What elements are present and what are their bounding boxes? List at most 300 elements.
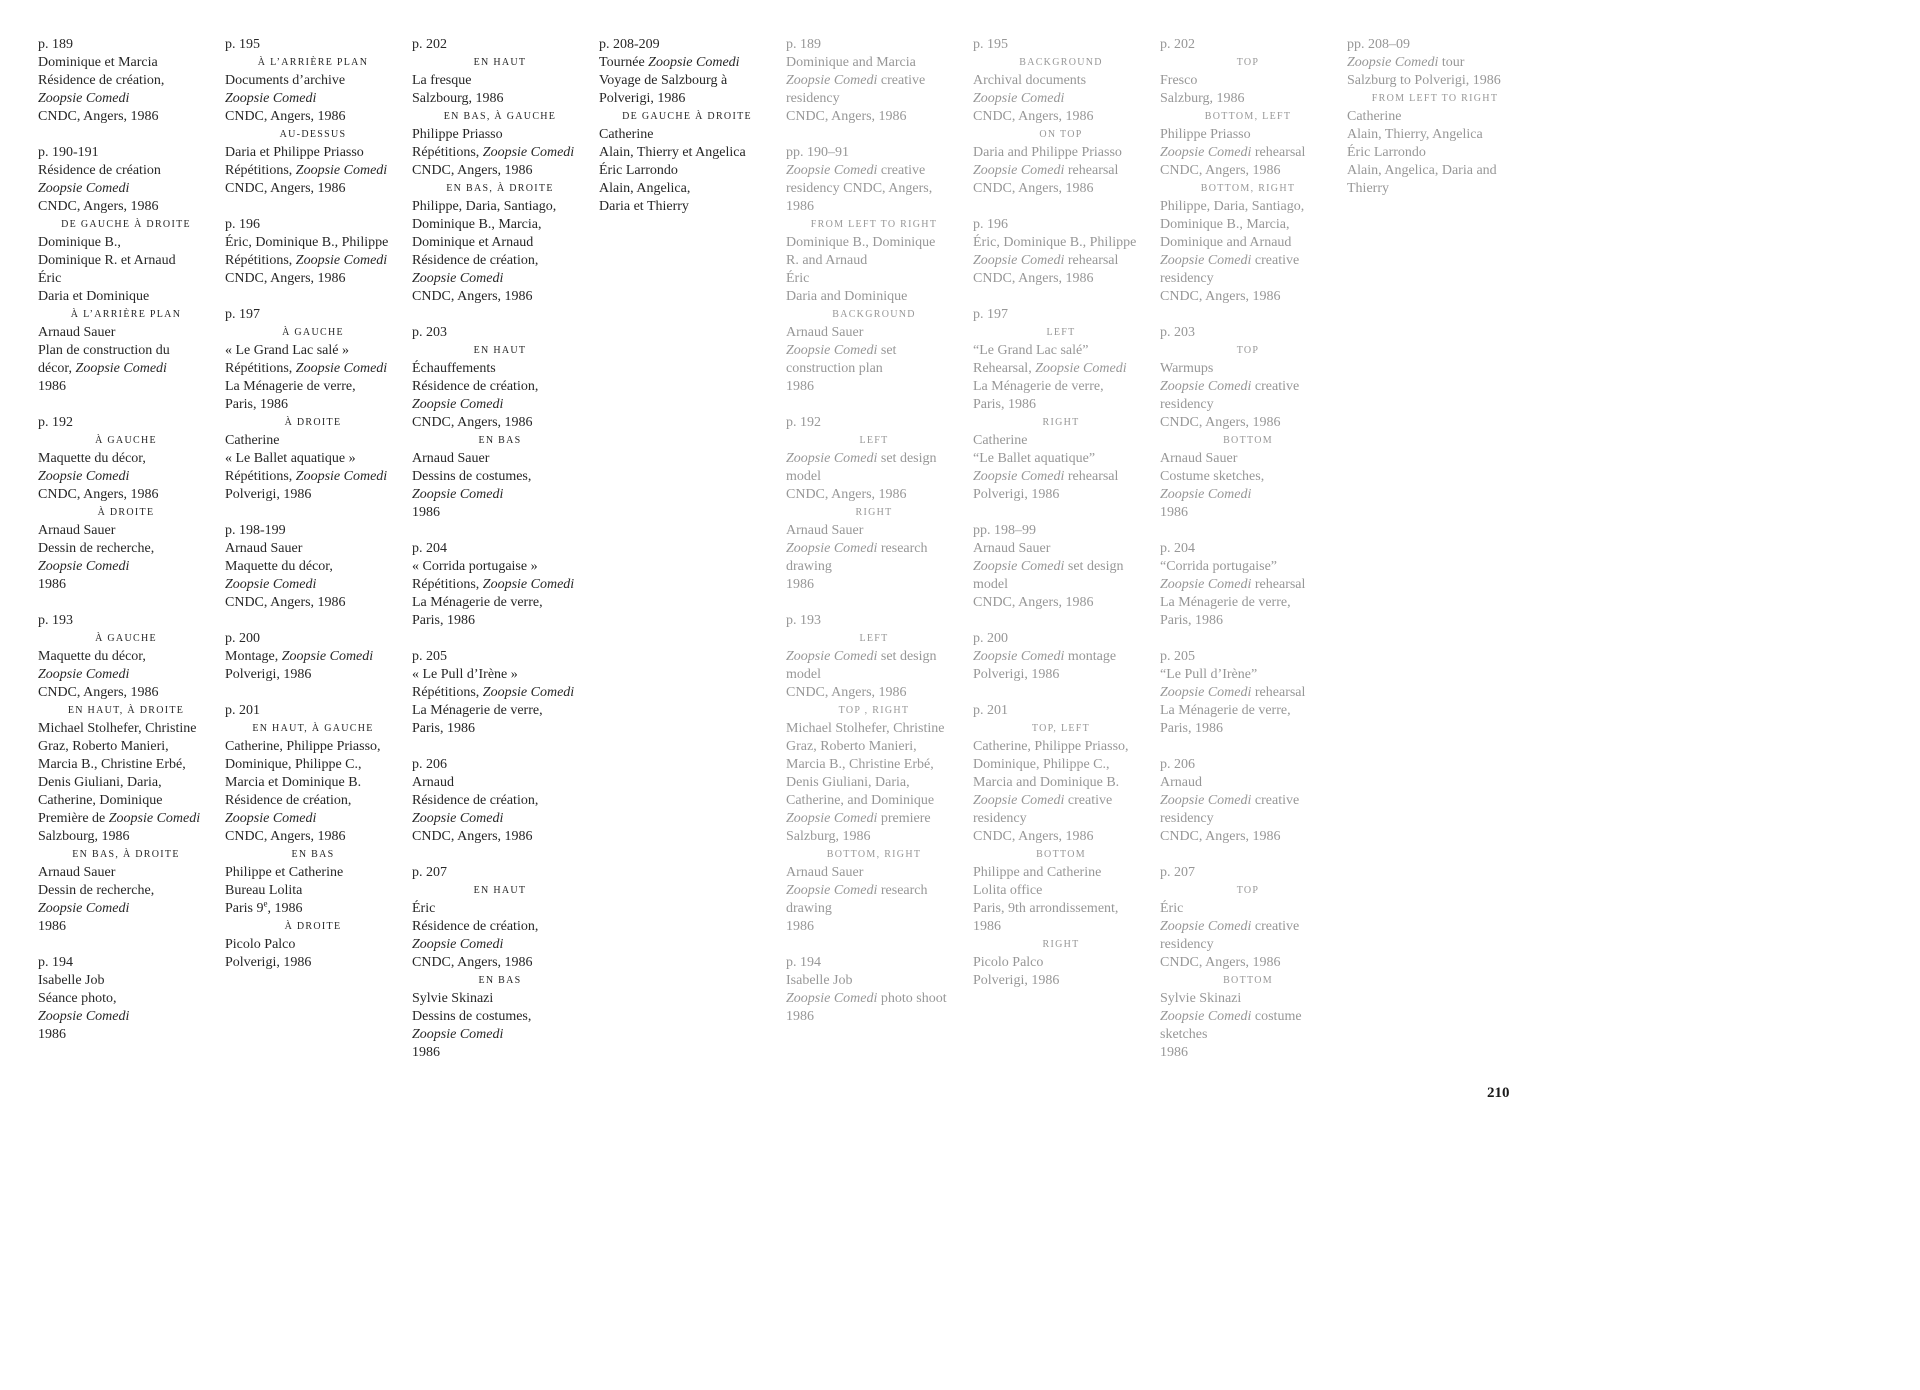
caption-line: Zoopsie Comedi set design <box>973 559 1124 574</box>
caption-line: Paris 9e, 1986 <box>225 898 303 916</box>
caption-line: 1986 <box>412 1045 440 1060</box>
caption-line: Philippe Priasso <box>412 127 503 142</box>
page-reference: p. 197 <box>225 307 260 322</box>
caption-entry <box>38 954 214 1044</box>
caption-line: CNDC, Angers, 1986 <box>412 415 533 430</box>
position-label: BOTTOM <box>1223 435 1273 446</box>
caption-line: Zoopsie Comedi <box>38 181 130 196</box>
caption-line: Polverigi, 1986 <box>225 955 312 970</box>
position-label: RIGHT <box>1042 417 1080 428</box>
caption-line: CNDC, Angers, 1986 <box>786 685 907 700</box>
caption-line: Résidence de création <box>38 163 161 178</box>
caption-line: Zoopsie Comedi <box>38 901 130 916</box>
position-label: TOP <box>1236 885 1260 896</box>
caption-line: Polverigi, 1986 <box>225 667 312 682</box>
page-number: 210 <box>1487 1085 1510 1101</box>
caption-line: Salzburg, 1986 <box>1160 91 1245 106</box>
caption-line: Zoopsie Comedi photo shoot <box>786 991 947 1006</box>
caption-line: CNDC, Angers, 1986 <box>38 487 159 502</box>
caption-line: Zoopsie Comedi set design <box>786 451 937 466</box>
caption-line: CNDC, Angers, 1986 <box>973 595 1094 610</box>
page-reference: p. 206 <box>412 757 447 772</box>
caption-line: Paris, 1986 <box>412 721 475 736</box>
caption-line: Répétitions, Zoopsie Comedi <box>412 145 575 160</box>
caption-line: model <box>973 577 1008 592</box>
caption-line: 1986 <box>786 919 814 934</box>
caption-line: Salzburg to Polverigi, 1986 <box>1347 73 1501 88</box>
position-label: DE GAUCHE À DROITE <box>622 111 752 122</box>
caption-line: construction plan <box>786 361 883 376</box>
position-label: TOP , RIGHT <box>838 705 910 716</box>
caption-line: Résidence de création, <box>38 73 165 88</box>
caption-line: Graz, Roberto Manieri, <box>786 739 917 754</box>
caption-line: Zoopsie Comedi costume <box>1160 1009 1302 1024</box>
caption-line: CNDC, Angers, 1986 <box>973 271 1094 286</box>
position-label: À DROITE <box>97 507 155 518</box>
caption-line: Résidence de création, <box>412 793 539 808</box>
caption-line: Éric <box>412 901 436 916</box>
caption-line: Costume sketches, <box>1160 469 1265 484</box>
caption-line: Philippe, Daria, Santiago, <box>1160 199 1305 214</box>
caption-column-7-en <box>1160 36 1336 1080</box>
caption-line: décor, Zoopsie Comedi <box>38 361 167 376</box>
caption-line: Catherine <box>599 127 654 142</box>
caption-line: Polverigi, 1986 <box>973 667 1060 682</box>
page-reference: p. 203 <box>412 325 447 340</box>
caption-entry <box>1160 864 1336 1062</box>
caption-line: CNDC, Angers, 1986 <box>412 955 533 970</box>
caption-line: CNDC, Angers, 1986 <box>786 109 907 124</box>
page-reference: p. 195 <box>225 37 260 52</box>
caption-line: « Corrida portugaise » <box>412 559 538 574</box>
page-reference: p. 198-199 <box>225 523 286 538</box>
caption-entry <box>412 36 588 306</box>
position-label: BOTTOM, LEFT <box>1204 111 1292 122</box>
caption-line: CNDC, Angers, 1986 <box>412 829 533 844</box>
caption-line: “Le Ballet aquatique” <box>973 451 1096 466</box>
caption-line: Zoopsie Comedi <box>973 91 1065 106</box>
caption-line: Zoopsie Comedi <box>412 397 504 412</box>
caption-line: Paris, 9th arrondissement, <box>973 901 1119 916</box>
position-label: À L’ARRIÈRE PLAN <box>257 57 369 68</box>
caption-column-4-fr <box>599 36 775 234</box>
caption-line: Philippe and Catherine <box>973 865 1102 880</box>
caption-column-2-fr <box>225 36 401 990</box>
caption-line: Dessins de costumes, <box>412 1009 532 1024</box>
caption-line: Zoopsie Comedi montage <box>973 649 1117 664</box>
caption-line: model <box>786 667 821 682</box>
caption-line: Dominique and Marcia <box>786 55 916 70</box>
caption-line: Séance photo, <box>38 991 117 1006</box>
caption-entry <box>412 756 588 846</box>
caption-line: Zoopsie Comedi <box>1160 487 1252 502</box>
caption-line: Thierry <box>1347 181 1389 196</box>
caption-line: Zoopsie Comedi <box>225 577 317 592</box>
caption-line: sketches <box>1160 1027 1208 1042</box>
caption-line: Zoopsie Comedi creative <box>1160 919 1300 934</box>
position-label: EN BAS, À DROITE <box>446 183 554 194</box>
caption-line: Zoopsie Comedi <box>225 91 317 106</box>
caption-line: Archival documents <box>973 73 1087 88</box>
caption-line: Alain, Thierry, Angelica <box>1347 127 1483 142</box>
page-reference: p. 206 <box>1160 757 1195 772</box>
caption-line: Bureau Lolita <box>225 883 303 898</box>
caption-line: 1986 <box>786 379 814 394</box>
caption-line: Arnaud Sauer <box>786 325 864 340</box>
caption-line: La Ménagerie de verre, <box>1160 595 1291 610</box>
caption-entry <box>1160 36 1336 306</box>
caption-entry <box>225 216 401 288</box>
caption-line: CNDC, Angers, 1986 <box>973 109 1094 124</box>
caption-line: Marcia B., Christine Erbé, <box>38 757 186 772</box>
caption-line: Daria et Philippe Priasso <box>225 145 364 160</box>
page-reference: p. 194 <box>38 955 73 970</box>
position-label: LEFT <box>859 435 889 446</box>
caption-line: Zoopsie Comedi creative <box>786 73 926 88</box>
caption-entry <box>599 36 775 216</box>
caption-line: Arnaud Sauer <box>1160 451 1238 466</box>
caption-line: CNDC, Angers, 1986 <box>973 181 1094 196</box>
caption-line: Répétitions, Zoopsie Comedi <box>225 469 388 484</box>
caption-line: Résidence de création, <box>412 379 539 394</box>
caption-line: Sylvie Skinazi <box>412 991 494 1006</box>
caption-line: Catherine <box>1347 109 1402 124</box>
caption-line: Zoopsie Comedi rehearsal <box>973 253 1119 268</box>
caption-line: Résidence de création, <box>412 253 539 268</box>
page-reference: p. 203 <box>1160 325 1195 340</box>
caption-line: Dessin de recherche, <box>38 541 155 556</box>
caption-line: Zoopsie Comedi <box>38 559 130 574</box>
caption-line: Maquette du décor, <box>38 649 146 664</box>
caption-entry <box>973 216 1149 288</box>
caption-line: CNDC, Angers, 1986 <box>1160 289 1281 304</box>
page-reference: pp. 208–09 <box>1347 37 1410 52</box>
caption-line: Graz, Roberto Manieri, <box>38 739 169 754</box>
caption-line: Résidence de création, <box>412 919 539 934</box>
caption-line: Dominique et Marcia <box>38 55 158 70</box>
caption-line: Arnaud <box>412 775 454 790</box>
caption-entry <box>786 36 962 126</box>
caption-line: Catherine, Philippe Priasso, <box>225 739 381 754</box>
caption-line: Alain, Angelica, Daria and <box>1347 163 1497 178</box>
caption-line: « Le Grand Lac salé » <box>225 343 349 358</box>
caption-line: Maquette du décor, <box>225 559 333 574</box>
caption-line: Arnaud Sauer <box>38 523 116 538</box>
page-reference: p. 193 <box>38 613 73 628</box>
caption-line: Répétitions, Zoopsie Comedi <box>225 163 388 178</box>
caption-line: CNDC, Angers, 1986 <box>412 163 533 178</box>
caption-entry <box>1160 540 1336 630</box>
caption-line: Dominique B., Marcia, <box>412 217 542 232</box>
caption-line: CNDC, Angers, 1986 <box>412 289 533 304</box>
position-label: AU-DESSUS <box>279 129 347 140</box>
position-label: EN HAUT <box>473 885 527 896</box>
caption-line: Plan de construction du <box>38 343 170 358</box>
caption-line: CNDC, Angers, 1986 <box>225 109 346 124</box>
position-label: EN HAUT, À GAUCHE <box>252 723 374 734</box>
page-reference: p. 196 <box>225 217 260 232</box>
caption-line: Zoopsie Comedi <box>412 937 504 952</box>
page-reference: p. 201 <box>973 703 1008 718</box>
caption-line: Zoopsie Comedi <box>412 811 504 826</box>
caption-line: 1986 <box>786 1009 814 1024</box>
caption-column-5-en <box>786 36 962 1044</box>
caption-line: Zoopsie Comedi premiere <box>786 811 931 826</box>
caption-line: Catherine <box>973 433 1028 448</box>
caption-entry <box>38 612 214 936</box>
caption-line: Dominique, Philippe C., <box>973 757 1110 772</box>
caption-line: Dominique et Arnaud <box>412 235 534 250</box>
caption-line: Denis Giuliani, Daria, <box>786 775 910 790</box>
caption-line: CNDC, Angers, 1986 <box>973 829 1094 844</box>
caption-line: 1986 <box>38 577 66 592</box>
caption-line: Polverigi, 1986 <box>973 487 1060 502</box>
position-label: BOTTOM, RIGHT <box>1200 183 1296 194</box>
caption-line: Dominique B., Marcia, <box>1160 217 1290 232</box>
position-label: LEFT <box>859 633 889 644</box>
page-reference: p. 205 <box>1160 649 1195 664</box>
caption-line: R. and Arnaud <box>786 253 868 268</box>
caption-line: Catherine, Dominique <box>38 793 163 808</box>
caption-entry <box>973 36 1149 198</box>
caption-line: Dessins de costumes, <box>412 469 532 484</box>
caption-line: drawing <box>786 559 832 574</box>
page-reference: pp. 198–99 <box>973 523 1036 538</box>
caption-entry <box>225 702 401 972</box>
caption-entry <box>225 36 401 198</box>
caption-entry <box>225 306 401 504</box>
page-reference: p. 202 <box>412 37 447 52</box>
caption-line: Paris, 1986 <box>225 397 288 412</box>
position-label: À GAUCHE <box>282 327 344 338</box>
caption-line: Zoopsie Comedi rehearsal <box>1160 685 1306 700</box>
caption-line: Sylvie Skinazi <box>1160 991 1242 1006</box>
position-label: BOTTOM <box>1036 849 1086 860</box>
caption-line: Résidence de création, <box>225 793 352 808</box>
caption-line: CNDC, Angers, 1986 <box>1160 163 1281 178</box>
position-label: À GAUCHE <box>95 633 157 644</box>
caption-line: 1986 <box>1160 1045 1188 1060</box>
caption-line: CNDC, Angers, 1986 <box>1160 955 1281 970</box>
caption-line: La Ménagerie de verre, <box>412 703 543 718</box>
caption-line: Warmups <box>1160 361 1214 376</box>
caption-line: residency <box>1160 811 1214 826</box>
caption-line: “Le Pull d’Irène” <box>1160 667 1258 682</box>
position-label: À L’ARRIÈRE PLAN <box>70 309 182 320</box>
caption-line: Zoopsie Comedi rehearsal <box>973 469 1119 484</box>
caption-entry <box>973 306 1149 504</box>
position-label: RIGHT <box>855 507 893 518</box>
position-label: EN BAS <box>478 435 522 446</box>
caption-line: Paris, 1986 <box>412 613 475 628</box>
position-label: EN BAS <box>478 975 522 986</box>
caption-line: residency <box>1160 397 1214 412</box>
caption-line: La Ménagerie de verre, <box>412 595 543 610</box>
position-label: DE GAUCHE À DROITE <box>61 219 191 230</box>
caption-line: Zoopsie Comedi research <box>786 883 928 898</box>
caption-line: residency <box>973 811 1027 826</box>
page-reference: p. 189 <box>38 37 73 52</box>
caption-line: CNDC, Angers, 1986 <box>225 181 346 196</box>
caption-line: Catherine, and Dominique <box>786 793 935 808</box>
caption-entry <box>412 540 588 630</box>
page-reference: p. 204 <box>1160 541 1195 556</box>
caption-line: Voyage de Salzbourg à <box>599 73 728 88</box>
caption-column-1-fr <box>38 36 214 1062</box>
caption-line: Alain, Thierry et Angelica <box>599 145 746 160</box>
caption-line: 1986 <box>973 919 1001 934</box>
position-label: BACKGROUND <box>1019 57 1103 68</box>
caption-line: drawing <box>786 901 832 916</box>
caption-line: Denis Giuliani, Daria, <box>38 775 162 790</box>
page-reference: p. 189 <box>786 37 821 52</box>
caption-line: Arnaud Sauer <box>38 865 116 880</box>
caption-line: Éric, Dominique B., Philippe <box>973 235 1137 250</box>
caption-line: Philippe, Daria, Santiago, <box>412 199 557 214</box>
caption-line: Rehearsal, Zoopsie Comedi <box>973 361 1127 376</box>
caption-line: Daria et Dominique <box>38 289 150 304</box>
caption-line: Daria and Dominique <box>786 289 908 304</box>
caption-entry <box>973 630 1149 684</box>
caption-line: residency <box>786 91 840 106</box>
caption-entry <box>412 648 588 738</box>
caption-entry <box>38 144 214 396</box>
caption-line: « Le Ballet aquatique » <box>225 451 356 466</box>
caption-line: CNDC, Angers, 1986 <box>1160 415 1281 430</box>
caption-line: Dominique R. et Arnaud <box>38 253 176 268</box>
position-label: ON TOP <box>1039 129 1083 140</box>
caption-line: La Ménagerie de verre, <box>973 379 1104 394</box>
caption-line: Zoopsie Comedi <box>412 271 504 286</box>
position-label: À GAUCHE <box>95 435 157 446</box>
page-reference: p. 194 <box>786 955 821 970</box>
caption-line: Isabelle Job <box>38 973 105 988</box>
caption-line: Picolo Palco <box>973 955 1044 970</box>
caption-line: residency <box>1160 271 1214 286</box>
caption-line: Philippe et Catherine <box>225 865 344 880</box>
page-reference: p. 196 <box>973 217 1008 232</box>
caption-line: “Le Grand Lac salé” <box>973 343 1089 358</box>
position-label: FROM LEFT TO RIGHT <box>1371 93 1499 104</box>
caption-line: Zoopsie Comedi <box>412 487 504 502</box>
caption-columns <box>38 36 1534 1080</box>
caption-line: Paris, 1986 <box>1160 613 1223 628</box>
caption-line: CNDC, Angers, 1986 <box>38 199 159 214</box>
caption-line: 1986 <box>412 505 440 520</box>
page-reference: pp. 190–91 <box>786 145 849 160</box>
caption-line: Éric <box>786 271 810 286</box>
caption-entry <box>1347 36 1523 198</box>
caption-line: Zoopsie Comedi creative <box>1160 379 1300 394</box>
caption-line: Arnaud <box>1160 775 1202 790</box>
caption-line: Tournée Zoopsie Comedi <box>599 55 740 70</box>
caption-line: Polverigi, 1986 <box>599 91 686 106</box>
page-reference: p. 207 <box>412 865 447 880</box>
caption-line: Michael Stolhefer, Christine <box>38 721 197 736</box>
caption-entry <box>225 522 401 612</box>
position-label: À DROITE <box>284 921 342 932</box>
caption-entry <box>1160 648 1336 738</box>
caption-line: residency <box>1160 937 1214 952</box>
caption-line: Arnaud Sauer <box>973 541 1051 556</box>
page-reference: p. 190-191 <box>38 145 99 160</box>
caption-line: CNDC, Angers, 1986 <box>225 829 346 844</box>
caption-line: Marcia B., Christine Erbé, <box>786 757 934 772</box>
caption-line: Répétitions, Zoopsie Comedi <box>225 361 388 376</box>
caption-line: Paris, 1986 <box>973 397 1036 412</box>
caption-line: Zoopsie Comedi <box>225 811 317 826</box>
caption-line: Zoopsie Comedi creative <box>973 793 1113 808</box>
caption-line: La Ménagerie de verre, <box>225 379 356 394</box>
position-label: EN HAUT <box>473 345 527 356</box>
caption-line: Répétitions, Zoopsie Comedi <box>225 253 388 268</box>
page-reference: p. 195 <box>973 37 1008 52</box>
caption-line: Zoopsie Comedi creative <box>786 163 926 178</box>
caption-line: CNDC, Angers, 1986 <box>38 685 159 700</box>
caption-line: Éric <box>38 271 62 286</box>
caption-line: CNDC, Angers, 1986 <box>1160 829 1281 844</box>
caption-line: Fresco <box>1160 73 1198 88</box>
caption-line: residency CNDC, Angers, <box>786 181 933 196</box>
caption-line: Zoopsie Comedi <box>38 91 130 106</box>
position-label: TOP <box>1236 57 1260 68</box>
position-label: EN HAUT, À DROITE <box>67 705 185 716</box>
position-label: EN BAS, À GAUCHE <box>443 111 557 122</box>
caption-line: Zoopsie Comedi rehearsal <box>1160 145 1306 160</box>
caption-line: Maquette du décor, <box>38 451 146 466</box>
position-label: LEFT <box>1046 327 1076 338</box>
caption-line: Salzburg, 1986 <box>786 829 871 844</box>
caption-column-3-fr <box>412 36 588 1080</box>
caption-entry <box>412 864 588 1062</box>
caption-entry <box>1160 756 1336 846</box>
caption-line: Polverigi, 1986 <box>973 973 1060 988</box>
position-label: EN BAS, À DROITE <box>72 849 180 860</box>
caption-entry <box>38 414 214 594</box>
caption-line: CNDC, Angers, 1986 <box>786 487 907 502</box>
caption-line: Lolita office <box>973 883 1043 898</box>
caption-line: Éric <box>1160 901 1184 916</box>
page-reference: p. 207 <box>1160 865 1195 880</box>
caption-line: La Ménagerie de verre, <box>1160 703 1291 718</box>
caption-line: Marcia et Dominique B. <box>225 775 362 790</box>
caption-line: Éric Larrondo <box>599 163 678 178</box>
caption-line: Première de Zoopsie Comedi <box>38 811 201 826</box>
caption-line: Éric Larrondo <box>1347 145 1426 160</box>
position-label: TOP, LEFT <box>1031 723 1091 734</box>
caption-entry <box>1160 324 1336 522</box>
caption-entry <box>786 954 962 1026</box>
caption-line: Arnaud Sauer <box>412 451 490 466</box>
caption-entry <box>38 36 214 126</box>
caption-line: Picolo Palco <box>225 937 296 952</box>
caption-line: CNDC, Angers, 1986 <box>225 595 346 610</box>
caption-line: 1986 <box>786 199 814 214</box>
position-label: BACKGROUND <box>832 309 916 320</box>
caption-line: Zoopsie Comedi creative <box>1160 793 1300 808</box>
caption-line: Éric, Dominique B., Philippe <box>225 235 389 250</box>
caption-line: 1986 <box>786 577 814 592</box>
caption-line: model <box>786 469 821 484</box>
position-label: EN BAS <box>291 849 335 860</box>
page-reference: p. 200 <box>973 631 1008 646</box>
caption-line: Échauffements <box>412 361 496 376</box>
position-label: RIGHT <box>1042 939 1080 950</box>
caption-line: CNDC, Angers, 1986 <box>38 109 159 124</box>
caption-line: Zoopsie Comedi <box>38 1009 130 1024</box>
page-reference: p. 202 <box>1160 37 1195 52</box>
caption-line: La fresque <box>412 73 472 88</box>
